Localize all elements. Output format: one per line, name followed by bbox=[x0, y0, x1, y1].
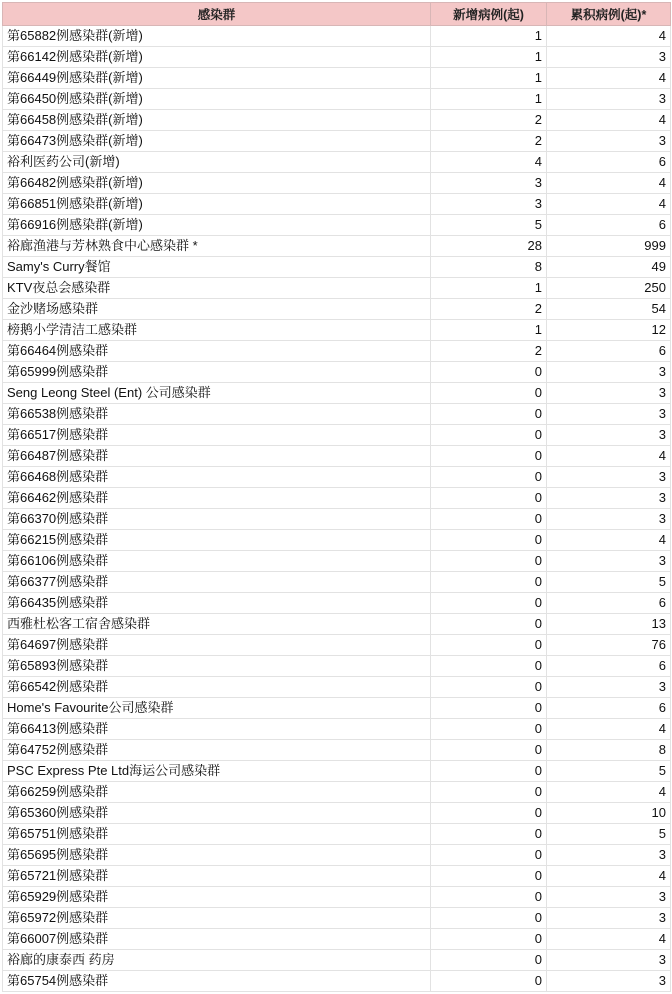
total-cases-cell: 3 bbox=[547, 467, 671, 488]
new-cases-cell: 1 bbox=[431, 320, 547, 341]
table-row bbox=[3, 887, 671, 908]
new-cases-cell: 0 bbox=[431, 572, 547, 593]
new-cases-cell: 5 bbox=[431, 215, 547, 236]
table-row bbox=[3, 236, 671, 257]
cluster-name-cell: 第66464例感染群 bbox=[3, 341, 431, 362]
total-cases-cell: 3 bbox=[547, 362, 671, 383]
total-cases-cell: 3 bbox=[547, 950, 671, 971]
total-cases-cell: 5 bbox=[547, 572, 671, 593]
new-cases-cell: 0 bbox=[431, 425, 547, 446]
new-cases-cell: 0 bbox=[431, 929, 547, 950]
table-row bbox=[3, 320, 671, 341]
table-row bbox=[3, 530, 671, 551]
table-row bbox=[3, 47, 671, 68]
cluster-name-cell: 第66487例感染群 bbox=[3, 446, 431, 467]
cluster-name-cell: 第65721例感染群 bbox=[3, 866, 431, 887]
new-cases-cell: 0 bbox=[431, 803, 547, 824]
total-cases-cell: 3 bbox=[547, 89, 671, 110]
table-row bbox=[3, 68, 671, 89]
new-cases-cell: 2 bbox=[431, 131, 547, 152]
cluster-name-cell: 榜鹅小学清洁工感染群 bbox=[3, 320, 431, 341]
cluster-name-cell: Home's Favourite公司感染群 bbox=[3, 698, 431, 719]
table-row bbox=[3, 950, 671, 971]
new-cases-cell: 0 bbox=[431, 614, 547, 635]
cluster-name-cell: 第64697例感染群 bbox=[3, 635, 431, 656]
new-cases-cell: 0 bbox=[431, 530, 547, 551]
total-cases-cell: 10 bbox=[547, 803, 671, 824]
new-cases-cell: 0 bbox=[431, 593, 547, 614]
table-row bbox=[3, 194, 671, 215]
total-cases-cell: 6 bbox=[547, 215, 671, 236]
total-cases-cell: 3 bbox=[547, 131, 671, 152]
table-row bbox=[3, 383, 671, 404]
cluster-name-cell: 第64752例感染群 bbox=[3, 740, 431, 761]
table-row bbox=[3, 782, 671, 803]
total-cases-cell: 3 bbox=[547, 677, 671, 698]
total-cases-cell: 250 bbox=[547, 278, 671, 299]
header-total-cases: 累积病例(起)* bbox=[547, 3, 671, 26]
cluster-name-cell: 第65972例感染群 bbox=[3, 908, 431, 929]
table-row bbox=[3, 719, 671, 740]
cluster-name-cell: 第66142例感染群(新增) bbox=[3, 47, 431, 68]
new-cases-cell: 0 bbox=[431, 404, 547, 425]
table-row bbox=[3, 362, 671, 383]
total-cases-cell: 3 bbox=[547, 887, 671, 908]
new-cases-cell: 0 bbox=[431, 383, 547, 404]
total-cases-cell: 6 bbox=[547, 593, 671, 614]
total-cases-cell: 3 bbox=[547, 845, 671, 866]
table-row bbox=[3, 740, 671, 761]
table-row bbox=[3, 425, 671, 446]
cluster-name-cell: 第66435例感染群 bbox=[3, 593, 431, 614]
total-cases-cell: 4 bbox=[547, 719, 671, 740]
total-cases-cell: 4 bbox=[547, 782, 671, 803]
total-cases-cell: 54 bbox=[547, 299, 671, 320]
new-cases-cell: 1 bbox=[431, 278, 547, 299]
table-row bbox=[3, 908, 671, 929]
table-row bbox=[3, 656, 671, 677]
table-row bbox=[3, 446, 671, 467]
cluster-name-cell: 金沙赌场感染群 bbox=[3, 299, 431, 320]
cluster-name-cell: 第65893例感染群 bbox=[3, 656, 431, 677]
cluster-name-cell: 第66851例感染群(新增) bbox=[3, 194, 431, 215]
table-row bbox=[3, 572, 671, 593]
new-cases-cell: 3 bbox=[431, 173, 547, 194]
new-cases-cell: 0 bbox=[431, 698, 547, 719]
total-cases-cell: 13 bbox=[547, 614, 671, 635]
total-cases-cell: 3 bbox=[547, 551, 671, 572]
cluster-name-cell: Samy's Curry餐馆 bbox=[3, 257, 431, 278]
cluster-name-cell: 第65929例感染群 bbox=[3, 887, 431, 908]
new-cases-cell: 0 bbox=[431, 719, 547, 740]
total-cases-cell: 3 bbox=[547, 488, 671, 509]
new-cases-cell: 2 bbox=[431, 341, 547, 362]
total-cases-cell: 12 bbox=[547, 320, 671, 341]
cluster-name-cell: 第66916例感染群(新增) bbox=[3, 215, 431, 236]
total-cases-cell: 999 bbox=[547, 236, 671, 257]
cluster-name-cell: 第66450例感染群(新增) bbox=[3, 89, 431, 110]
cluster-name-cell: 第65999例感染群 bbox=[3, 362, 431, 383]
cluster-name-cell: 第66413例感染群 bbox=[3, 719, 431, 740]
table-row bbox=[3, 509, 671, 530]
total-cases-cell: 3 bbox=[547, 908, 671, 929]
table-body bbox=[3, 26, 671, 992]
table-row bbox=[3, 845, 671, 866]
new-cases-cell: 1 bbox=[431, 89, 547, 110]
total-cases-cell: 3 bbox=[547, 404, 671, 425]
new-cases-cell: 8 bbox=[431, 257, 547, 278]
table-row bbox=[3, 26, 671, 47]
total-cases-cell: 3 bbox=[547, 509, 671, 530]
table-row bbox=[3, 152, 671, 173]
total-cases-cell: 5 bbox=[547, 761, 671, 782]
cluster-name-cell: 第66449例感染群(新增) bbox=[3, 68, 431, 89]
new-cases-cell: 0 bbox=[431, 551, 547, 572]
table-row bbox=[3, 215, 671, 236]
new-cases-cell: 0 bbox=[431, 950, 547, 971]
table-row bbox=[3, 803, 671, 824]
cluster-name-cell: 第66517例感染群 bbox=[3, 425, 431, 446]
table-row bbox=[3, 551, 671, 572]
cluster-name-cell: 第66542例感染群 bbox=[3, 677, 431, 698]
total-cases-cell: 6 bbox=[547, 698, 671, 719]
table-row bbox=[3, 635, 671, 656]
total-cases-cell: 5 bbox=[547, 824, 671, 845]
new-cases-cell: 0 bbox=[431, 782, 547, 803]
total-cases-cell: 76 bbox=[547, 635, 671, 656]
table-header bbox=[3, 3, 671, 26]
new-cases-cell: 0 bbox=[431, 656, 547, 677]
new-cases-cell: 0 bbox=[431, 635, 547, 656]
cluster-name-cell: Seng Leong Steel (Ent) 公司感染群 bbox=[3, 383, 431, 404]
total-cases-cell: 4 bbox=[547, 68, 671, 89]
table-row bbox=[3, 593, 671, 614]
total-cases-cell: 4 bbox=[547, 110, 671, 131]
table-row bbox=[3, 110, 671, 131]
cluster-name-cell: 第65882例感染群(新增) bbox=[3, 26, 431, 47]
new-cases-cell: 0 bbox=[431, 509, 547, 530]
header-new-cases: 新增病例(起) bbox=[431, 3, 547, 26]
cluster-name-cell: PSC Express Pte Ltd海运公司感染群 bbox=[3, 761, 431, 782]
cluster-name-cell: 第65360例感染群 bbox=[3, 803, 431, 824]
table-row bbox=[3, 278, 671, 299]
total-cases-cell: 4 bbox=[547, 866, 671, 887]
new-cases-cell: 0 bbox=[431, 488, 547, 509]
cluster-name-cell: 西雅杜松客工宿舍感染群 bbox=[3, 614, 431, 635]
total-cases-cell: 4 bbox=[547, 446, 671, 467]
cluster-name-cell: 第66215例感染群 bbox=[3, 530, 431, 551]
total-cases-cell: 3 bbox=[547, 971, 671, 992]
table-row bbox=[3, 173, 671, 194]
total-cases-cell: 3 bbox=[547, 425, 671, 446]
table-row bbox=[3, 971, 671, 992]
table-row bbox=[3, 866, 671, 887]
new-cases-cell: 0 bbox=[431, 866, 547, 887]
cluster-name-cell: 第66007例感染群 bbox=[3, 929, 431, 950]
table-row bbox=[3, 698, 671, 719]
cluster-name-cell: 裕廊的康泰西 药房 bbox=[3, 950, 431, 971]
table-row bbox=[3, 404, 671, 425]
total-cases-cell: 3 bbox=[547, 383, 671, 404]
new-cases-cell: 4 bbox=[431, 152, 547, 173]
total-cases-cell: 8 bbox=[547, 740, 671, 761]
new-cases-cell: 2 bbox=[431, 110, 547, 131]
total-cases-cell: 6 bbox=[547, 341, 671, 362]
table-row bbox=[3, 824, 671, 845]
new-cases-cell: 1 bbox=[431, 68, 547, 89]
new-cases-cell: 0 bbox=[431, 677, 547, 698]
new-cases-cell: 28 bbox=[431, 236, 547, 257]
new-cases-cell: 1 bbox=[431, 26, 547, 47]
table-row bbox=[3, 488, 671, 509]
cluster-name-cell: 第66377例感染群 bbox=[3, 572, 431, 593]
header-cluster-name: 感染群 bbox=[3, 3, 431, 26]
cluster-name-cell: KTV夜总会感染群 bbox=[3, 278, 431, 299]
new-cases-cell: 3 bbox=[431, 194, 547, 215]
table-row bbox=[3, 131, 671, 152]
new-cases-cell: 0 bbox=[431, 845, 547, 866]
table-row bbox=[3, 299, 671, 320]
cluster-name-cell: 裕廊渔港与芳林熟食中心感染群 * bbox=[3, 236, 431, 257]
total-cases-cell: 49 bbox=[547, 257, 671, 278]
table-row bbox=[3, 761, 671, 782]
cluster-name-cell: 第65751例感染群 bbox=[3, 824, 431, 845]
new-cases-cell: 2 bbox=[431, 299, 547, 320]
cluster-name-cell: 裕利医药公司(新增) bbox=[3, 152, 431, 173]
cluster-name-cell: 第66468例感染群 bbox=[3, 467, 431, 488]
cluster-name-cell: 第66106例感染群 bbox=[3, 551, 431, 572]
new-cases-cell: 1 bbox=[431, 47, 547, 68]
header-row bbox=[3, 3, 671, 26]
total-cases-cell: 3 bbox=[547, 47, 671, 68]
new-cases-cell: 0 bbox=[431, 908, 547, 929]
table-row bbox=[3, 614, 671, 635]
new-cases-cell: 0 bbox=[431, 887, 547, 908]
total-cases-cell: 4 bbox=[547, 26, 671, 47]
total-cases-cell: 4 bbox=[547, 173, 671, 194]
new-cases-cell: 0 bbox=[431, 824, 547, 845]
table-row bbox=[3, 89, 671, 110]
cluster-name-cell: 第66462例感染群 bbox=[3, 488, 431, 509]
table-row bbox=[3, 677, 671, 698]
total-cases-cell: 6 bbox=[547, 152, 671, 173]
cluster-name-cell: 第65754例感染群 bbox=[3, 971, 431, 992]
new-cases-cell: 0 bbox=[431, 740, 547, 761]
total-cases-cell: 4 bbox=[547, 530, 671, 551]
table-row bbox=[3, 467, 671, 488]
cluster-name-cell: 第66458例感染群(新增) bbox=[3, 110, 431, 131]
cluster-table bbox=[2, 2, 671, 992]
new-cases-cell: 0 bbox=[431, 362, 547, 383]
total-cases-cell: 4 bbox=[547, 929, 671, 950]
new-cases-cell: 0 bbox=[431, 446, 547, 467]
total-cases-cell: 6 bbox=[547, 656, 671, 677]
total-cases-cell: 4 bbox=[547, 194, 671, 215]
cluster-name-cell: 第66473例感染群(新增) bbox=[3, 131, 431, 152]
cluster-name-cell: 第66370例感染群 bbox=[3, 509, 431, 530]
table-row bbox=[3, 341, 671, 362]
table-row bbox=[3, 929, 671, 950]
cluster-name-cell: 第65695例感染群 bbox=[3, 845, 431, 866]
new-cases-cell: 0 bbox=[431, 971, 547, 992]
new-cases-cell: 0 bbox=[431, 467, 547, 488]
table-row bbox=[3, 257, 671, 278]
cluster-name-cell: 第66538例感染群 bbox=[3, 404, 431, 425]
new-cases-cell: 0 bbox=[431, 761, 547, 782]
cluster-name-cell: 第66259例感染群 bbox=[3, 782, 431, 803]
cluster-name-cell: 第66482例感染群(新增) bbox=[3, 173, 431, 194]
